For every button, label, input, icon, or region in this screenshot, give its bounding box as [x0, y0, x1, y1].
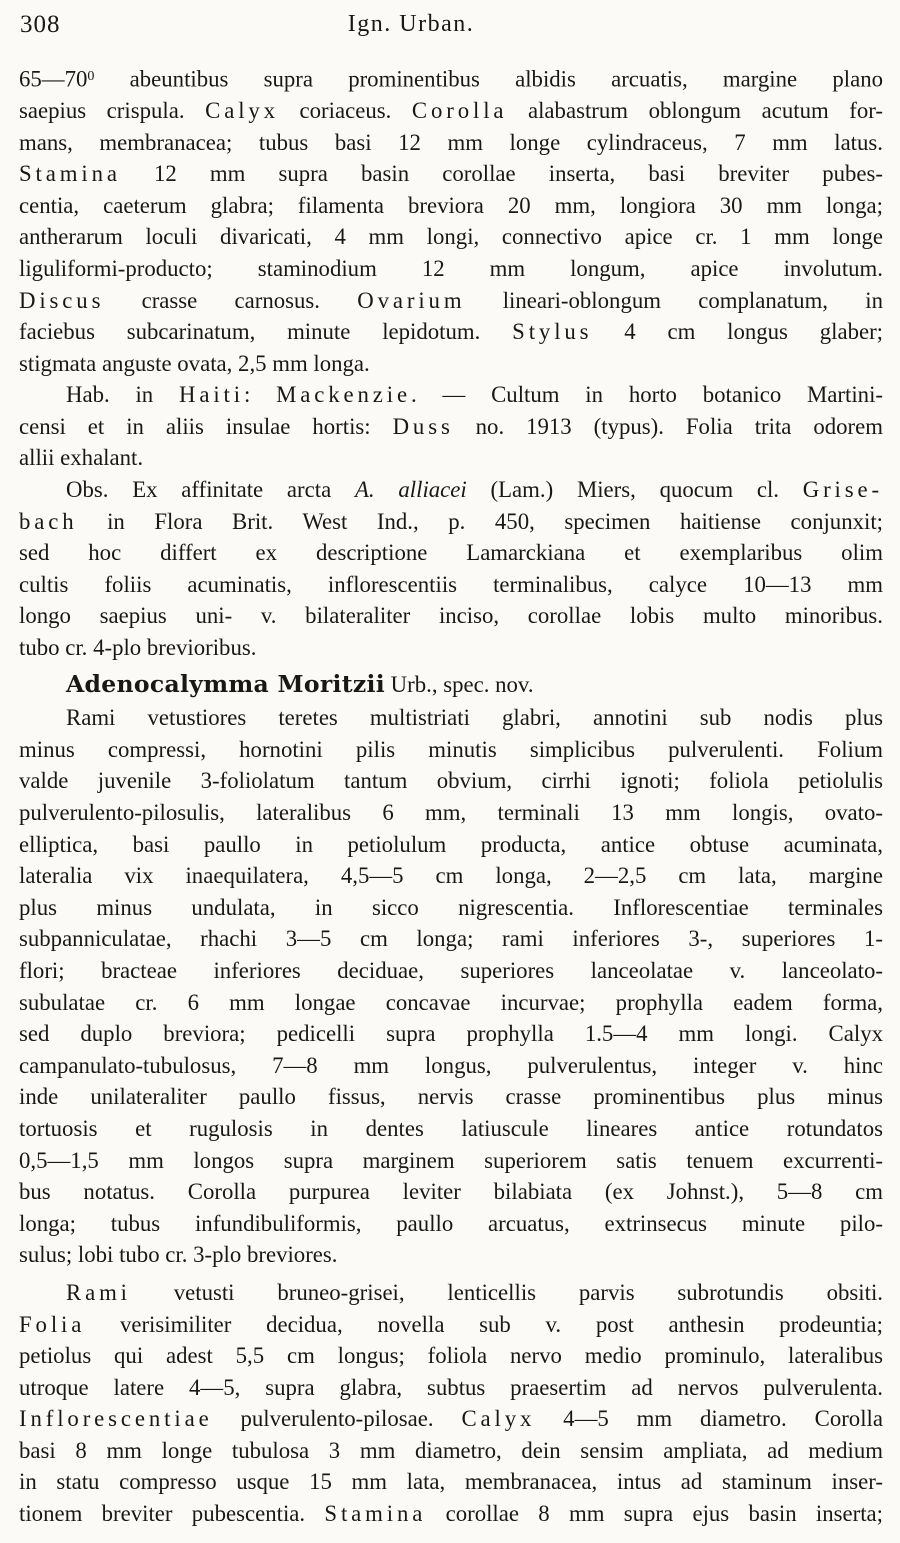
text-run: flori; bracteae inferiores deciduae, superiores lanceolatae v. lanceolato- [19, 957, 883, 983]
text-run: lineari-oblongum complanatum, in [465, 287, 883, 313]
text-line [19, 190, 883, 222]
text-line [19, 1050, 883, 1082]
text-run: antherarum loculi divaricati, 4 mm longi, connectivo apice cr. 1 mm longe [19, 224, 883, 250]
paragraph [19, 702, 883, 1271]
text-run: crasse carnosus. [104, 287, 358, 313]
letterspaced-term: bach [19, 508, 78, 534]
text-line [19, 987, 883, 1019]
text-line [19, 316, 883, 348]
text-run: bus notatus. Corolla purpurea leviter bilabiata (ex Johnst.), 5—8 cm [19, 1179, 883, 1205]
text-run: Hab. in [66, 382, 180, 408]
text-run: pulverulento-pilosae. [212, 1406, 462, 1432]
text-line [19, 600, 883, 632]
superscript-degree: 0 [87, 68, 95, 84]
text-line [19, 797, 883, 829]
text-line [19, 1277, 883, 1309]
text-line [19, 221, 883, 253]
text-line [19, 1176, 883, 1208]
text-line [19, 127, 883, 159]
text-line [19, 1239, 883, 1271]
text-run: alabastrum oblongum acutum for- [507, 97, 883, 123]
text-run: utroque latere 4—5, supra glabra, subtus praesertim ad nervos pulverulenta. [19, 1374, 883, 1400]
text-run: saepius crispula. [19, 97, 206, 123]
letterspaced-term: Calyx [461, 1406, 536, 1432]
text-line [19, 474, 883, 506]
text-run: elliptica, basi paullo in petiolulum producta, antice obtuse acuminata, [19, 831, 883, 857]
text-line [19, 285, 883, 317]
species-heading [19, 669, 883, 701]
page-header [19, 9, 883, 42]
letterspaced-term: Duss [392, 413, 454, 439]
text-run: abeuntibus supra prominentibus albidis arcuatis, margine plano [94, 66, 883, 92]
text-run: 0,5—1,5 mm longos supra marginem superiorem satis tenuem excurrenti- [19, 1147, 883, 1173]
text-run: vetusti bruneo-grisei, lenticellis parvis subrotundis obsiti. [130, 1279, 883, 1305]
letterspaced-term: Ovarium [357, 287, 466, 313]
text-line [19, 955, 883, 987]
text-run: valde juvenile 3-foliolatum tantum obvium, cirrhi ignoti; foliola petiolulis [19, 768, 883, 794]
text-run: plus minus undulata, in sicco nigrescentia. Inflorescentiae terminales [19, 894, 883, 920]
text-line [19, 1466, 883, 1498]
text-line [19, 379, 883, 411]
text-line [19, 892, 883, 924]
text-line [19, 95, 883, 127]
text-line [19, 253, 883, 285]
text-run: basi 8 mm longe tubulosa 3 mm diametro, dein sensim ampliata, ad medium [19, 1437, 883, 1463]
page-number: 308 [20, 11, 61, 38]
text-run: 65—70 [19, 66, 88, 92]
text-line [19, 1309, 883, 1341]
text-run: sulus; lobi tubo cr. 3-plo breviores. [19, 1242, 338, 1268]
bold-species-name: Adenocalymma Moritzii [66, 669, 385, 698]
letterspaced-term: Inflorescentiae [19, 1406, 213, 1432]
text-line [19, 923, 883, 955]
text-line [19, 1340, 883, 1372]
letterspaced-term: Rami [66, 1279, 131, 1305]
text-run: subpanniculatae, rhachi 3—5 cm longa; rami inferiores 3-, superiores 1- [19, 926, 883, 952]
text-run: tionem breviter pubescentia. [19, 1501, 325, 1527]
letterspaced-term: Mackenzie [276, 382, 412, 408]
text-run: centia, caeterum glabra; filamenta breviora 20 mm, longiora 30 mm longa; [19, 192, 883, 218]
text-line [19, 1372, 883, 1404]
text-run: longo saepius uni- v. bilateraliter inciso, corollae lobis multo minoribus. [19, 603, 883, 629]
text-line [19, 1145, 883, 1177]
text-run: longa; tubus infundibuliformis, paullo arcuatus, extrinsecus minute pilo- [19, 1210, 883, 1236]
letterspaced-term: Stamina [19, 161, 121, 187]
text-run: Obs. Ex affinitate arcta [66, 477, 355, 503]
text-run: subulatae cr. 6 mm longae concavae incurvae; prophylla eadem forma, [19, 989, 883, 1015]
text-line [19, 348, 883, 380]
letterspaced-term: Discus [19, 287, 105, 313]
text-line [19, 702, 883, 734]
text-line [19, 734, 883, 766]
text-run: censi et in aliis insulae hortis: [19, 413, 393, 439]
text-run: 4—5 mm diametro. Corolla [535, 1406, 883, 1432]
text-run: in statu compresso usque 15 mm lata, membranacea, intus ad staminum inser- [19, 1469, 883, 1495]
text-line [19, 1498, 883, 1530]
text-run: tubo cr. 4-plo brevioribus. [19, 635, 257, 661]
text-run: petiolus qui adest 5,5 cm longus; foliola nervo medio prominulo, lateralibus [19, 1343, 883, 1369]
text-run: lateralia vix inaequilatera, 4,5—5 cm longa, 2—2,5 cm lata, margine [19, 863, 883, 889]
letterspaced-term: Calyx [205, 97, 279, 123]
text-line [19, 1403, 883, 1435]
text-run: corollae 8 mm supra ejus basin inserta; [426, 1501, 883, 1527]
paragraph [19, 474, 883, 664]
text-line [19, 442, 883, 474]
text-run: Urb., spec. nov. [384, 671, 534, 697]
text-run: 12 mm supra basin corollae inserta, basi breviter pubes- [120, 161, 883, 187]
text-run: minus compressi, hornotini pilis minutis simplicibus pulverulenti. Folium [19, 736, 883, 762]
text-line [19, 1113, 883, 1145]
running-title: Ign. Urban. [347, 11, 475, 37]
letterspaced-term: Folia [19, 1311, 86, 1337]
text-run: (Lam.) Miers, quocum cl. [466, 477, 803, 503]
text-run: 4 cm longus glaber; [592, 319, 884, 345]
text-run: in Flora Brit. West Ind., p. 450, specimen haitiense conjunxit; [77, 508, 883, 534]
text-line [19, 1018, 883, 1050]
text-run: faciebus subcarinatum, minute lepidotum. [19, 319, 513, 345]
italic-taxon-name: A. alliacei [354, 477, 467, 503]
paragraph [19, 61, 883, 379]
text-run: tortuosis et rugulosis in dentes latiuscule lineares antice rotundatos [19, 1115, 883, 1141]
text-run: coriaceus. [278, 97, 412, 123]
text-run: sed duplo breviora; pedicelli supra prophylla 1.5—4 mm longi. Calyx [19, 1021, 883, 1047]
text-run: cultis foliis acuminatis, inflorescentiis terminalibus, calyce 10—13 mm [19, 571, 883, 597]
text-line [19, 537, 883, 569]
text-run: allii exhalant. [19, 445, 144, 471]
text-run: inde unilateraliter paullo fissus, nervis crasse prominentibus plus minus [19, 1084, 883, 1110]
text-run: campanulato-tubulosus, 7—8 mm longus, pulverulentus, integer v. hinc [19, 1052, 883, 1078]
page-body [19, 61, 883, 1530]
text-line [19, 1208, 883, 1240]
text-run: pulverulento-pilosulis, lateralibus 6 mm, terminali 13 mm longis, ovato- [19, 800, 883, 826]
text-line [19, 411, 883, 443]
text-run: Rami vetustiores teretes multistriati glabri, annotini sub nodis plus [66, 705, 883, 731]
text-line [19, 61, 883, 95]
text-line [19, 829, 883, 861]
text-line [19, 1081, 883, 1113]
text-line [19, 632, 883, 664]
paragraph [19, 1277, 883, 1530]
paragraph [19, 379, 883, 474]
text-run: liguliformi-producto; staminodium 12 mm longum, apice involutum. [19, 255, 883, 281]
letterspaced-term: Stylus [512, 319, 593, 345]
letterspaced-term: Haiti [179, 382, 244, 408]
species-heading-line [19, 669, 883, 701]
letterspaced-term: Grise- [802, 477, 883, 503]
text-run: sed hoc differt ex descriptione Lamarckiana et exemplaribus olim [19, 540, 883, 566]
text-run: . — Cultum in horto botanico Martini- [411, 382, 884, 408]
text-line [19, 1435, 883, 1467]
text-run: stigmata anguste ovata, 2,5 mm longa. [19, 350, 370, 376]
text-line [19, 569, 883, 601]
text-run: : [243, 382, 277, 408]
text-run: no. 1913 (typus). Folia trita odorem [453, 413, 883, 439]
letterspaced-term: Corolla [411, 97, 508, 123]
letterspaced-term: Stamina [324, 1501, 427, 1527]
text-line [19, 506, 883, 538]
text-line [19, 860, 883, 892]
text-line [19, 158, 883, 190]
text-run: verisimiliter decidua, novella sub v. post anthesin prodeuntia; [85, 1311, 883, 1337]
text-run: mans, membranacea; tubus basi 12 mm longe cylindraceus, 7 mm latus. [19, 129, 883, 155]
text-line [19, 765, 883, 797]
